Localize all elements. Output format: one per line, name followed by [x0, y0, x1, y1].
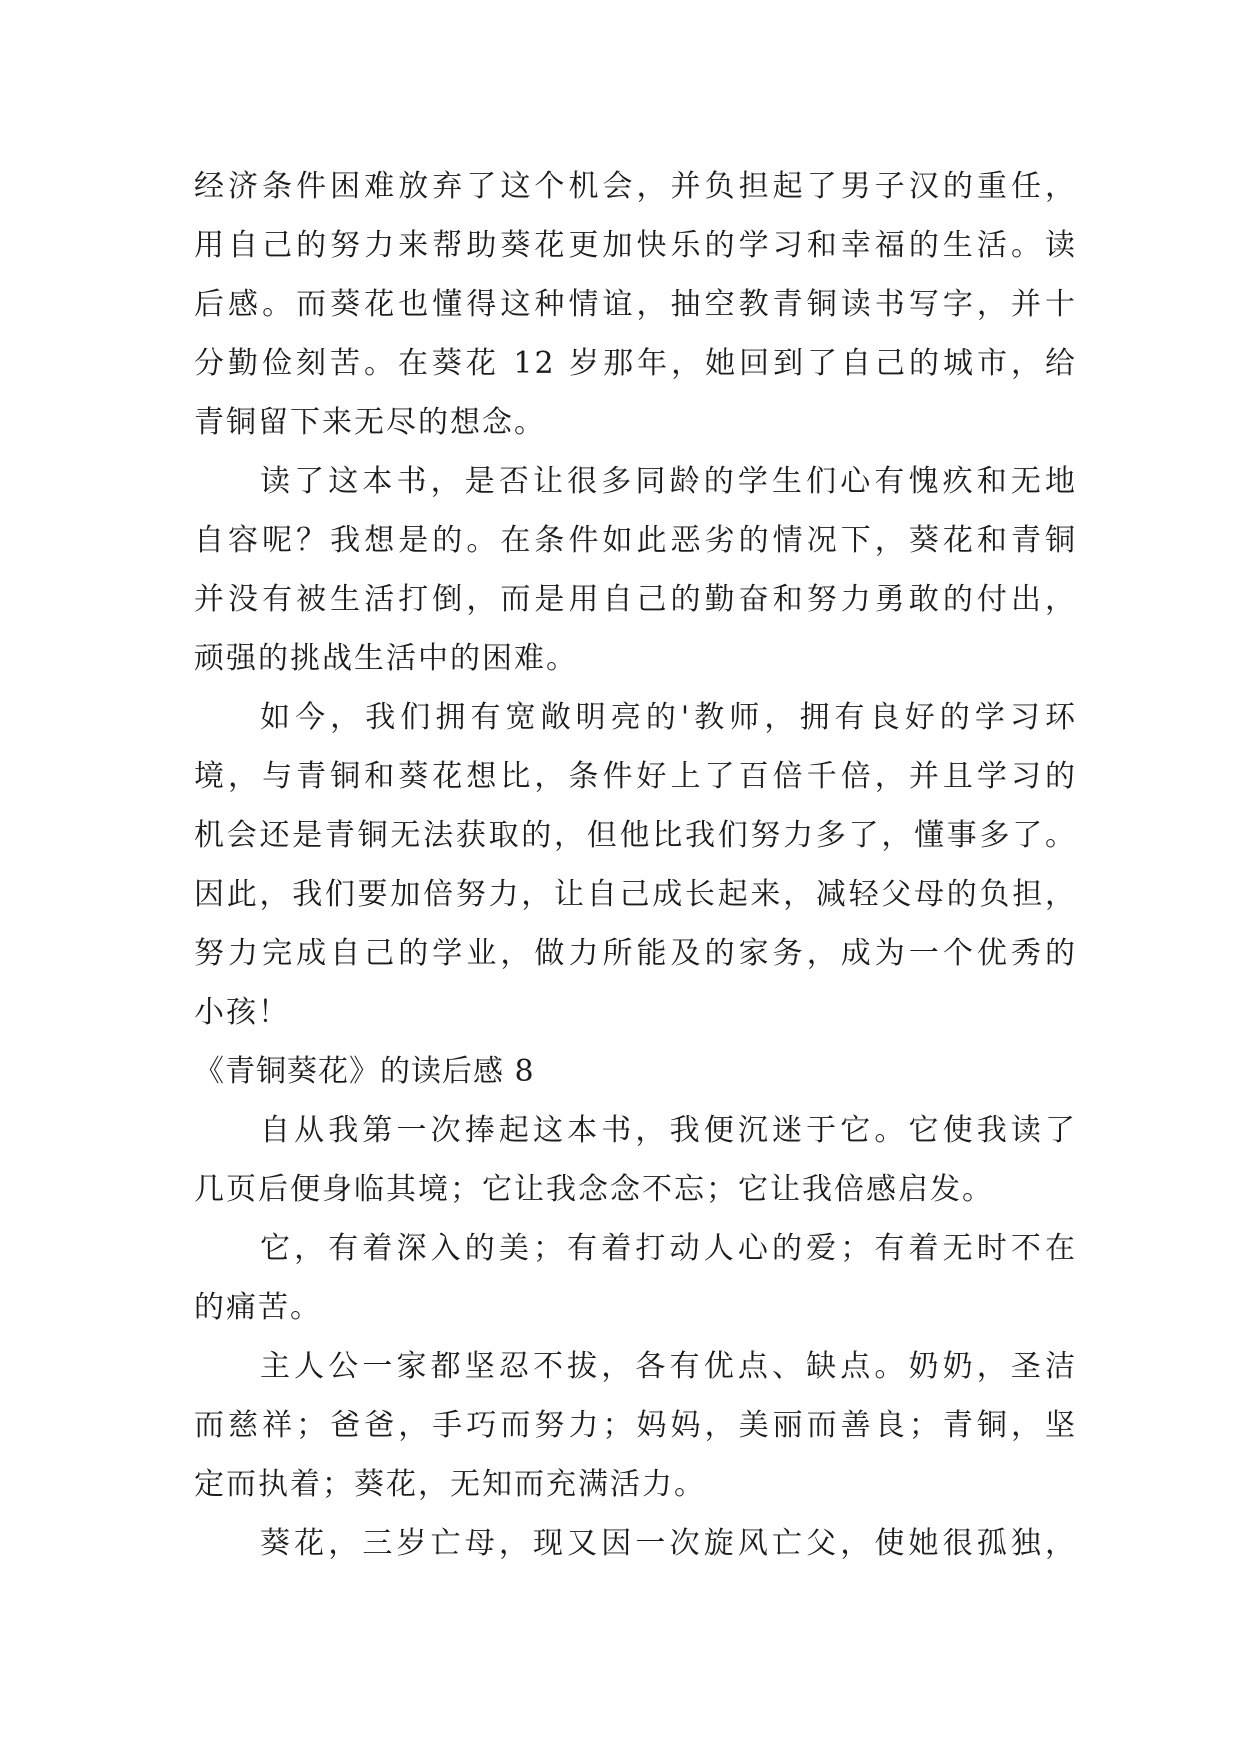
paragraph — [194, 1337, 1077, 1514]
text-line: 葵花，三岁亡母，现又因一次旋风亡父，使她很孤独， — [260, 1526, 1077, 1561]
text-line: 如今，我们拥有宽敞明亮的'教师，拥有良好的学习环 — [260, 700, 1077, 735]
text-line: 小孩！ — [194, 995, 290, 1030]
text-line: 自容呢？我想是的。在条件如此恶劣的情况下，葵花和青铜 — [194, 523, 1077, 558]
text-line: 定而执着；葵花，无知而充满活力。 — [194, 1467, 706, 1502]
text-line: 经济条件困难放弃了这个机会，并负担起了男子汉的重任， — [194, 169, 1077, 204]
text-line: 的痛苦。 — [194, 1290, 322, 1325]
paragraph — [194, 688, 1077, 1042]
text-line: 后感。而葵花也懂得这种情谊，抽空教青铜读书写字，并十 — [194, 287, 1077, 322]
paragraph — [194, 157, 1077, 452]
text-line: 用自己的努力来帮助葵花更加快乐的学习和幸福的生活。读 — [194, 228, 1077, 263]
text-line: 因此，我们要加倍努力，让自己成长起来，减轻父母的负担， — [194, 877, 1077, 912]
text-line: 顽强的挑战生活中的困难。 — [194, 641, 578, 676]
text-line: 几页后便身临其境；它让我念念不忘；它让我倍感启发。 — [194, 1172, 994, 1207]
text-line: 青铜留下来无尽的想念。 — [194, 405, 546, 440]
text-line: 它，有着深入的美；有着打动人心的爱；有着无时不在 — [260, 1231, 1077, 1266]
text-line: 分勤俭刻苦。在葵花 12 岁那年，她回到了自己的城市，给 — [194, 346, 1077, 381]
paragraph — [194, 1101, 1077, 1219]
text-line: 而慈祥；爸爸，手巧而努力；妈妈，美丽而善良；青铜，坚 — [194, 1408, 1077, 1443]
document-body — [194, 157, 1077, 1573]
text-line: 主人公一家都坚忍不拔，各有优点、缺点。奶奶，圣洁 — [260, 1349, 1077, 1384]
paragraph — [194, 1514, 1077, 1573]
text-line: 自从我第一次捧起这本书，我便沉迷于它。它使我读了 — [260, 1113, 1077, 1148]
paragraph — [194, 1219, 1077, 1337]
text-line: 努力完成自己的学业，做力所能及的家务，成为一个优秀的 — [194, 936, 1077, 971]
text-line: 读了这本书，是否让很多同龄的学生们心有愧疚和无地 — [260, 464, 1077, 499]
paragraph — [194, 452, 1077, 688]
text-line: 并没有被生活打倒，而是用自己的勤奋和努力勇敢的付出， — [194, 582, 1077, 617]
essay-title: 《青铜葵花》的读后感 8 — [194, 1054, 535, 1089]
text-line: 机会还是青铜无法获取的，但他比我们努力多了，懂事多了。 — [194, 818, 1077, 853]
text-line: 境，与青铜和葵花想比，条件好上了百倍千倍，并且学习的 — [194, 759, 1077, 794]
